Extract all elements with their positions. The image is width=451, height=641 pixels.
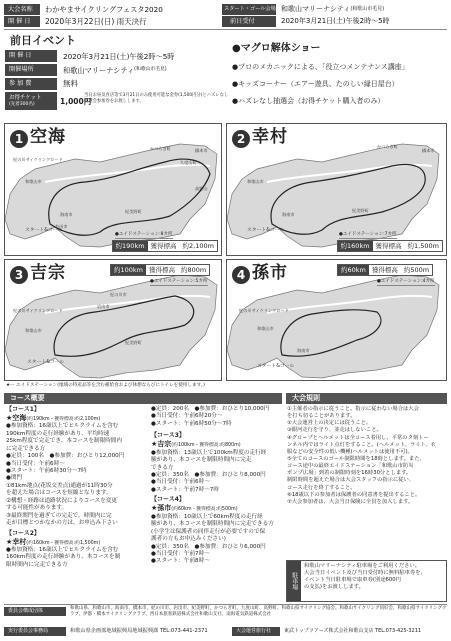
detail-line: ●参加資格：10歳以上で60km程度の走行経	[151, 513, 263, 520]
detail-line: ●定員：350名 ●参加費：おひとり8,000円	[151, 472, 266, 479]
course-1-meta: (約190km・獲得標高:約2,100m)	[26, 416, 101, 422]
detail-line: する可能性があります。	[6, 505, 68, 512]
course-2-details	[6, 547, 152, 569]
detail-line: ①主催者の指示に従うこと。指示に従わない場合は大会	[287, 406, 419, 412]
header-divider	[4, 29, 447, 30]
detail-line: 服などの安全性の低い機種(ヘルメットは使用不可)。	[287, 448, 413, 455]
course-1-climb-label: 獲得標高	[150, 241, 177, 250]
course-1-climb: 約2,100m	[182, 241, 214, 250]
event-name-label: 大会名称	[4, 4, 40, 15]
detail-line: ●定員：350名 ●参加費：おひとり6,000円	[151, 543, 266, 550]
detail-line: ⑥18歳以下の参加者は保護者の同意書を提出すること。	[287, 491, 421, 498]
detail-line: に完走できる方	[6, 445, 46, 452]
detail-line: 験があり、本コースを制限時間内に完走できる方	[151, 521, 274, 528]
course-3-stats	[110, 264, 210, 276]
detail-line: 限時間内に完走できる方	[6, 561, 68, 568]
office-label: 実行委員会事務局	[4, 627, 66, 636]
course-2-stats	[337, 240, 443, 252]
venue-label: スタート・ゴール会場	[222, 4, 276, 15]
detail-line: ●参加資格：13歳以上で100km程度の走行経	[151, 449, 267, 456]
course-3-climb: 約800m	[181, 266, 207, 274]
course-2-climb-label: 獲得標高	[375, 241, 402, 250]
detail-line: ●参加資格：16歳以上でヒルクライムを含む	[6, 423, 119, 430]
map-footnote: ★ー エイドステーション(地域の特産品等を含む補給食および休憩ならびにトイレを使用します。)	[6, 383, 205, 388]
course-map-kukai	[4, 123, 222, 256]
course-1-heading	[6, 414, 152, 423]
detail-line: イベント当日駐車場で取車券(別途600円	[304, 577, 401, 584]
detail-line: 和歌山マリーナシティ駐車場をご利用ください。	[304, 563, 421, 569]
place-wakayama-2: 和歌山市	[247, 179, 264, 184]
venue	[276, 4, 448, 15]
footer-divider	[4, 604, 447, 605]
detail-line: ③最終関門を過ぎての完走で、時間内に完	[6, 512, 112, 519]
pre-date-label: 開 催 日	[5, 50, 57, 62]
parking-label: 駐車場	[287, 561, 301, 601]
course-2-meta: (約160km・獲得標高:約1,500m)	[26, 540, 101, 546]
place-kimino-2: 紀美野町	[352, 208, 369, 213]
course-3-meta: (約100km・獲得標高:約800m)	[171, 443, 241, 449]
place-kudoyama: 九度山町	[180, 160, 197, 165]
course-overview-header: コース概要	[4, 393, 282, 404]
place-iwade-3: 岩出市	[97, 304, 110, 309]
detail-line: ●定員：100名 ●参加費：おひとり12,000円	[6, 453, 125, 460]
org-members: 和歌山県、和歌山市、海南市、橋本市、紀の川市、岩出市、紀美野町、かつらぎ町、九度山町、高野町、和歌山県サイクリング協会、和歌山サイクリング同好会、和歌山県サイクリングクラブ、伊都・橋本サイクリングクラブ、西日本旅客鉄道株式会社和歌山支社、南海電気鉄道株式会社	[70, 606, 447, 617]
course-1-dist: 約190km	[113, 241, 148, 251]
travel-label: 大会運営旅行社	[232, 627, 280, 636]
pre-venue-note: (和歌山市毛見)	[134, 67, 167, 72]
detail-line: ②大会運営上の決定には従うこと。	[287, 420, 372, 427]
venue-name: 和歌山マリーナシティ	[281, 5, 351, 14]
pre-fee-value: 無料	[63, 79, 78, 89]
office: 和歌山県企画部地域振興局地域振興課 TEL:073-441-2371	[70, 628, 208, 634]
reception-time: 2020年3月21日(土)午後2時～5時	[281, 17, 390, 26]
detail-line: を打ち切ることがあります。	[287, 413, 356, 420]
detail-line: ⑦大会参加者は、大会当日保険に全員を加入します。	[287, 498, 414, 505]
detail-line: 160km程度の走行経験があり、本コースを制	[6, 554, 121, 561]
detail-line: ⑤全てのコースのゴール制限時間を18時とします。また、	[287, 455, 425, 462]
course-3-name: 吉宗	[30, 263, 66, 283]
place-wakayama-3: 和歌山市	[25, 328, 42, 333]
course-1-fee-details	[151, 406, 283, 428]
detail-line: ●スタート：午前6時30分～7時	[6, 468, 87, 475]
course-4-details	[151, 514, 283, 566]
place-kinokawa-city-3: 紀の川市	[110, 292, 127, 297]
aid-stations-4: ●エイドステーション:4カ所	[377, 279, 435, 284]
reception-label: 前日受付	[222, 16, 276, 27]
place-kinokawa-cr-3: 紀の川サイクリングロード	[13, 308, 63, 313]
course-4-climb: 約500m	[403, 266, 430, 274]
ticket-label-text: お得チケット	[9, 94, 42, 101]
course-1-stats	[112, 240, 218, 252]
maguro-item-3: ●ハズレなし抽選会（お得チケット購入者のみ）	[232, 97, 385, 105]
rules-header: 大会規則	[286, 393, 447, 404]
event-name: わかやまサイクリングフェスタ2020	[45, 5, 163, 14]
detail-line: ●関門	[6, 475, 23, 482]
place-kainan-4: 海南市	[297, 348, 310, 353]
course-2-name: 幸村	[252, 127, 288, 147]
place-kimino: 紀美野町	[125, 209, 142, 214]
detail-line: 190km程度の走行経験があり、平均時速	[6, 430, 110, 437]
detail-line: できる方	[151, 464, 174, 471]
course-4-dist: 約60km	[338, 265, 369, 275]
parking-text	[304, 563, 446, 591]
course-right-col	[151, 406, 283, 566]
course-map-yukimura	[226, 123, 447, 256]
place-katsuragi-2: かつらぎ町	[377, 144, 398, 149]
detail-line: 制限時間を超えた場合は大会スタッフの指示に従い、	[287, 477, 415, 484]
place-hashimoto-2: 橋本市	[422, 148, 435, 153]
place-katsuragi: かつらぎ町	[150, 146, 171, 151]
course-4-name: 孫市	[252, 263, 288, 283]
course-3-heading-name: ★吉宗	[151, 440, 172, 449]
place-kainan: 海南市	[60, 212, 73, 217]
course-2-heading-name: ★幸村	[6, 537, 27, 546]
place-start-goal: スタート&ゴール	[25, 228, 63, 233]
detail-line: 大会当日イベント及び当日受付時に無料駐車券を,	[304, 570, 423, 577]
detail-line: 25km程度で完走でき、本コースを制限時間内	[6, 438, 122, 445]
course-4-meta: (約60km・獲得標高:約500m)	[171, 507, 238, 513]
maguro-item-1: ●プロのメカニックによる、「役立つメンテナンス講座」	[232, 63, 409, 71]
course-4-title: 【コース4】	[151, 496, 185, 504]
ticket-label-sub: (先着300名)	[9, 101, 35, 107]
course-4-heading-name: ★孫市	[151, 504, 172, 513]
detail-line: を超えた場合はコースを短縮となります。	[6, 490, 112, 497]
aid-stations-2: ●エイドステーション:7カ所	[339, 232, 397, 237]
detail-line: ②構想・経路は道路状況によりコースを変更	[6, 497, 118, 504]
place-kinokawa-cr: 紀の川サイクリングロード	[13, 157, 63, 162]
course-2-title: 【コース2】	[6, 529, 40, 537]
detail-line: ●参加資格：16歳以上でヒルクライムを含む	[6, 546, 119, 553]
ticket-label	[5, 92, 57, 110]
place-hashimoto: 橋本市	[195, 148, 208, 153]
place-wakayama-city: 和歌山市	[25, 179, 42, 184]
detail-line: ●当日受付：午前7時～	[151, 550, 210, 557]
place-start-goal-2: スタート&ゴール	[247, 228, 285, 233]
course-left-col	[6, 406, 152, 569]
course-4-climb-label: 獲得標高	[371, 266, 398, 274]
detail-line: コース途中の最終エイドステーション「和歌山市防災	[287, 463, 414, 470]
event-date: 2020年3月22日(日) 雨天決行	[45, 16, 147, 26]
place-koyasan: 高野山	[195, 186, 208, 191]
course-3-details	[151, 450, 283, 495]
course-2-climb: 約1,500m	[407, 241, 439, 250]
detail-line: ●当日受付：午前6時20分～	[151, 413, 223, 420]
course-map-magoichi	[226, 259, 447, 381]
place-arida: 有田市	[55, 224, 68, 229]
maguro-show-title: ●マグロ解体ショー	[232, 43, 321, 54]
course-3-badge: 3	[10, 266, 28, 284]
place-kainan-2: 海南市	[282, 212, 295, 217]
aid-stations-3: ●エイドステーション:5カ所	[150, 279, 208, 284]
course-1-badge: 1	[10, 130, 28, 148]
detail-line: ④グローブとヘルメットは全コース着用し、平常のタ刻トー	[287, 434, 429, 441]
event-date-label: 開 催 日	[4, 16, 40, 27]
ticket-price: 1,000円	[60, 97, 92, 106]
detail-line: ①81km地点(花坂交差点)通過が11時30分	[6, 482, 113, 489]
rules-list	[287, 406, 447, 506]
detail-line: (小学生は保護者の同伴走行が必要ですので保	[151, 528, 266, 535]
course-2-badge: 2	[232, 130, 250, 148]
course-1-name: 空海	[30, 127, 66, 147]
detail-line: ●スタート：午前7時～7時	[151, 486, 219, 493]
course-3-dist: 約100km	[111, 265, 146, 275]
course-4-badge: 4	[232, 266, 250, 284]
travel-agency: 東武トップツアーズ株式会社和歌山支店 TEL.073-425-3211	[284, 628, 422, 634]
detail-line: 験があり、本コースを制限時間内に完走	[151, 457, 252, 464]
pre-venue-value	[58, 64, 228, 76]
place-kinokawa-cr-4: 紀の川サイクリングロード	[239, 308, 289, 313]
detail-line: ンネル内ではライト点灯をすること。(ヘルメット、ライト、衣	[287, 441, 436, 448]
detail-line: ●スタート：午前6時50分～7時	[151, 420, 232, 427]
pre-date-value: 2020年3月21日(土)午後2時～5時	[63, 51, 175, 61]
place-start-goal-4: スタート&ゴール	[257, 364, 295, 369]
place-kimino-3: 紀美野町	[125, 340, 142, 345]
course-1-details	[6, 423, 152, 527]
detail-line: 護者の方もお申込みください)	[151, 536, 226, 543]
detail-line: ③銀河走行を守り、並走はしないこと。	[287, 427, 382, 434]
course-3-title: 【コース3】	[151, 432, 185, 440]
pre-fee-label: 参 加 費	[5, 78, 57, 90]
detail-line: ●スタート：午前8時～	[151, 558, 210, 565]
course-3-heading	[151, 440, 283, 449]
detail-line: 走が目標とつかなかの方は、お申込み下さい	[6, 520, 118, 527]
course-4-heading	[151, 504, 283, 513]
place-start-goal-3: スタート&ゴール	[27, 360, 65, 365]
parking-box	[286, 560, 447, 602]
course-4-stats	[337, 264, 433, 276]
pre-venue-label: 開催場所	[5, 64, 57, 76]
detail-line: ポンプ広場」到着の制限時刻を16時30分とします。	[287, 470, 412, 477]
course-2-heading	[6, 538, 152, 547]
course-2-dist: 約160km	[338, 241, 373, 251]
org-label: 委員会構成団体	[4, 607, 66, 616]
detail-line: ●当日受付：午前6時～	[151, 479, 210, 486]
detail-line: ●当日受付：午前6時～	[6, 460, 65, 467]
detail-line: コース走行を終了すること。	[287, 484, 356, 491]
course-1-title: 【コース1】	[6, 406, 40, 413]
detail-line: ●定員：200名 ●参加費：おひとり10,000円	[151, 406, 270, 412]
pre-event-title: 前日イベント	[10, 34, 76, 47]
course-1-heading-name: ★空海	[6, 413, 27, 422]
course-map-yoshimune	[4, 259, 222, 381]
detail-line: の支払)をお渡しします。	[304, 584, 364, 591]
place-wakayama-4: 和歌山市	[257, 326, 274, 331]
course-3-climb-label: 獲得標高	[149, 266, 176, 274]
ticket-note: 当日お昼気食店等で3月21日のみ使用可能な金券(1,500円分)とハズレなし抽選会参加券をお渡しします。	[84, 93, 229, 104]
aid-stations-1: ●エイドステーション:8カ所	[115, 232, 173, 237]
maguro-item-2: ●キッズコーナー（エアー遊具、たのしい縁日屋台）	[232, 80, 399, 88]
pre-venue-name: 和歌山マリーナシティ	[63, 65, 135, 75]
venue-note: (和歌山市毛見)	[350, 6, 385, 13]
